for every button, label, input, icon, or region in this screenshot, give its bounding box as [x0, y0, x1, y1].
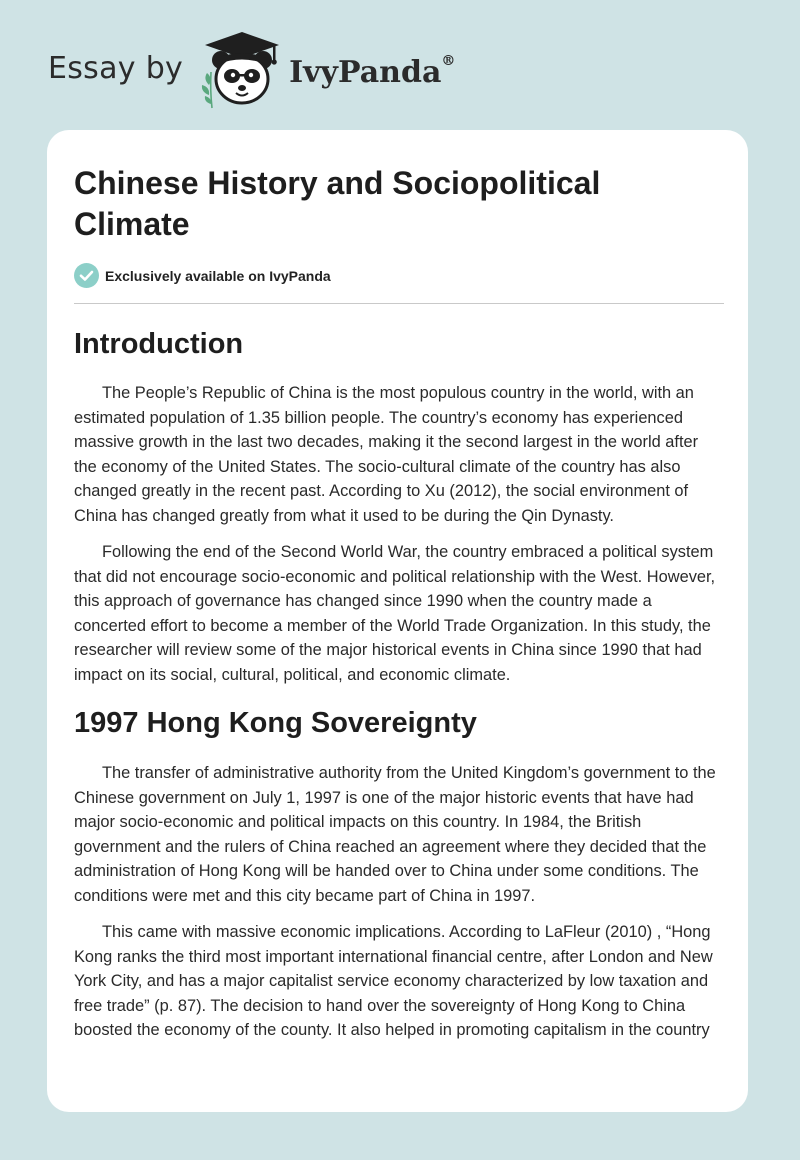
check-circle-icon: [74, 263, 99, 288]
section-heading-introduction: Introduction: [74, 328, 244, 360]
ivypanda-logo-icon[interactable]: [197, 30, 287, 110]
divider: [74, 303, 724, 304]
site-header: [48, 30, 455, 110]
essay-body: [74, 320, 724, 1055]
essay-by-label: Essay by: [48, 50, 184, 86]
paragraph: Following the end of the Second World War, the country embraced a political system that did not encourage socio-economic and political relationship with the West. However, this approach of governance has changed since 1990 when the country made a concerted effort to become a member of the World Trade Organization. In this study, the researcher will review some of the major historical events in China since 1990 that had impact on its social, cultural, political, and economic climate.: [74, 543, 716, 684]
brand-name-text: IvyPanda: [289, 54, 442, 90]
registered-mark: ®: [441, 52, 456, 69]
paragraph: The transfer of administrative authority from the United Kingdom’s government to the Chinese government on July 1, 1997 is one of the major historic events that have had major socio-economic and political impacts on this country. In 1984, the British government and the rulers of China reached an agreement where they decided that the administration of Hong Kong will be handed over to China under some conditions. The conditions were met and this city became part of China in 1997.: [74, 764, 716, 905]
paragraph: This came with massive economic implications. According to LaFleur (2010) , “Hong Kong ranks the third most important international financial centre, after London and New York City, and has a major capitalist service economy characterized by low taxation and free trade” (p. 87). The decision to hand over the sovereignty of Hong Kong to China boosted the economy of the county. It also helped in promoting capitalism in the country: [74, 923, 713, 1039]
essay-card: [47, 130, 748, 1112]
section-heading-hong-kong: 1997 Hong Kong Sovereignty: [74, 707, 477, 739]
ivypanda-wordmark[interactable]: [289, 52, 456, 90]
exclusive-badge: [74, 263, 331, 288]
essay-title: Chinese History and Sociopolitical Climate: [74, 165, 601, 242]
exclusive-label: Exclusively available on IvyPanda: [105, 267, 331, 284]
paragraph: The People’s Republic of China is the most populous country in the world, with an estimated population of 1.35 billion people. The country’s economy has experienced massive growth in the last two decades, making it the second largest in the world after the economy of the United States. The socio-cultural climate of the country has also changed greatly in the recent past. According to Xu (2012), the social environment of China has changed greatly from what it used to be during the Qin Dynasty.: [74, 384, 699, 525]
